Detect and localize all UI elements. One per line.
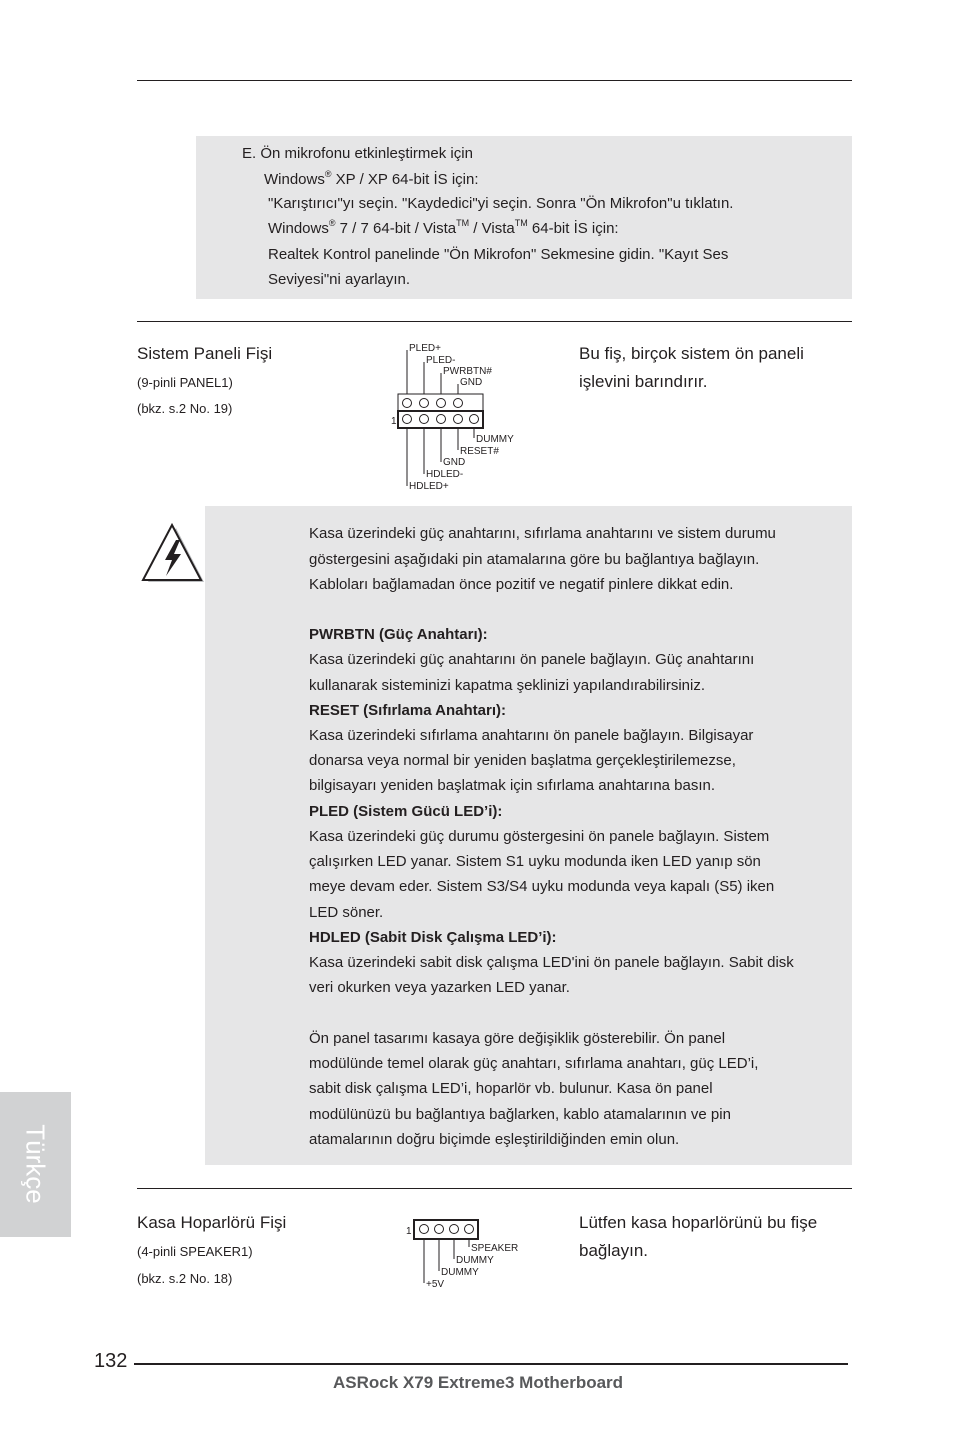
warning-text-line: Kabloları bağlamadan önce pozitif ve negatif pinlere dikkat edin. [309, 576, 734, 593]
hdled-text-line: veri okurken veya yazarken LED yanar. [309, 979, 570, 996]
mic-line-4: Windows® 7 / 7 64-bit / Vista™ / Vista™ 64-bit İS için: [268, 218, 619, 237]
speaker-subtitle: (4-pinli SPEAKER1) [137, 1244, 253, 1259]
panel-pin [420, 415, 429, 424]
speaker-description: Lütfen kasa hoparlörünü bu fişe bağlayın. [579, 1213, 818, 1260]
pwrbtn-text-line: Kasa üzerindeki güç anahtarını ön panele bağlayın. Güç anahtarını [309, 651, 755, 668]
top-rule [137, 80, 852, 81]
mic-line-6: Seviyesi"ni ayarlayın. [268, 271, 411, 288]
pin-label-hdled-minus: HDLED- [426, 469, 464, 480]
panel-pin [454, 415, 463, 424]
mic-line-3: "Karıştırıcı"yı seçin. "Kaydedici"yi seçin. Sonra "Ön Mikrofon"u tıklatın. [268, 195, 734, 212]
pwrbtn-heading: PWRBTN (Güç Anahtarı): [309, 626, 488, 643]
page-number: 132 [94, 1350, 128, 1372]
hdled-heading: HDLED (Sabit Disk Çalışma LED’i): [309, 929, 557, 946]
speaker-pins [420, 1225, 474, 1234]
footer-rule [134, 1363, 848, 1365]
reset-heading: RESET (Sıfırlama Anahtarı): [309, 702, 506, 719]
panel-pin [403, 399, 412, 408]
pin-label-dummy-2: DUMMY [441, 1267, 479, 1278]
speaker-pin [435, 1225, 444, 1234]
language-tab [0, 1092, 71, 1237]
panel-reference: (bkz. s.2 No. 19) [137, 401, 233, 416]
speaker-pin1-label: 1 [406, 1226, 412, 1237]
panel-pin [437, 399, 446, 408]
pin-label-pled-minus: PLED- [426, 355, 456, 366]
panel-pin [420, 399, 429, 408]
language-tab-label: Türkçe [20, 1124, 51, 1204]
mic-instructions-box [196, 136, 852, 299]
warning-box [205, 506, 852, 1165]
speaker-pin [420, 1225, 429, 1234]
pin-label-reset: RESET# [460, 446, 499, 457]
panel-subtitle: (9-pinli PANEL1) [137, 375, 233, 390]
footer-model: ASRock X79 Extreme3 Motherboard [333, 1373, 624, 1392]
pled-text-line: meye devam eder. Sistem S3/S4 uyku modunda veya kapalı (S5) iken [309, 878, 775, 895]
note-text-line: atamalarının doğru biçimde eşleştirildiğinden emin olun. [309, 1131, 680, 1148]
pin-label-speaker: SPEAKER [471, 1243, 519, 1254]
panel-title: Sistem Paneli Fişi [137, 344, 273, 363]
speaker-rule [137, 1188, 852, 1189]
panel-pin [403, 415, 412, 424]
speaker-reference: (bkz. s.2 No. 18) [137, 1271, 233, 1286]
warning-text-line: göstergesini aşağıdaki pin atamalarına göre bu bağlantıya bağlayın. [309, 551, 760, 568]
pwrbtn-text-line: kullanarak sisteminizi kapatma şeklinizi yapılandırabilirsiniz. [309, 677, 705, 694]
warning-text-line: Kasa üzerindeki güç anahtarını, sıfırlama anahtarını ve sistem durumu [309, 525, 776, 542]
panel-description: Bu fiş, birçok sistem ön paneli işlevini barındırır. [579, 344, 804, 391]
panel-pin [470, 415, 479, 424]
pin-label-pwrbtn: PWRBTN# [443, 366, 492, 377]
speaker-pin [450, 1225, 459, 1234]
reset-text-line: Kasa üzerindeki sıfırlama anahtarını ön panele bağlayın. Bilgisayar [309, 727, 754, 744]
pled-text-line: Kasa üzerindeki güç durumu göstergesini ön panele bağlayın. Sistem [309, 828, 770, 845]
mic-line-5: Realtek Kontrol panelinde "Ön Mikrofon" Sekmesine gidin. "Kayıt Ses [268, 246, 729, 263]
pin-label-gnd-bottom: GND [443, 457, 466, 468]
reset-text-line: bilgisayarı yeniden başlatmak için sıfırlama anahtarına basın. [309, 777, 716, 794]
mic-line-1: E. Ön mikrofonu etkinleştirmek için [242, 145, 473, 162]
pled-text-line: çalışırken LED yanar. Sistem S1 uyku modunda iken LED yanıp sön [309, 853, 761, 870]
panel-rule [137, 321, 852, 322]
note-text-line: modülünde temel olarak güç anahtarı, sıfırlama anahtarı, güç LED’i, [309, 1055, 759, 1072]
speaker-title: Kasa Hoparlörü Fişi [137, 1213, 287, 1232]
pin-label-pled-plus: PLED+ [409, 343, 441, 354]
note-text-line: sabit disk çalışma LED’i, hoparlör vb. bulunur. Kasa ön panel [309, 1080, 713, 1097]
pin-label-dummy: DUMMY [476, 434, 514, 445]
pin-label-hdled-plus: HDLED+ [409, 481, 449, 492]
panel-pin-diagram [390, 338, 520, 492]
speaker-pin-diagram [404, 1214, 520, 1290]
panel-pin1-label: 1 [391, 416, 397, 427]
pled-text-line: LED söner. [309, 904, 384, 921]
speaker-pin [465, 1225, 474, 1234]
note-text-line: Ön panel tasarımı kasaya göre değişiklik gösterebilir. Ön panel [309, 1030, 726, 1047]
warning-icon [140, 522, 206, 586]
pled-heading: PLED (Sistem Gücü LED’i): [309, 803, 503, 820]
pin-label-gnd-top: GND [460, 377, 483, 388]
panel-pin [454, 399, 463, 408]
panel-header-bar [398, 411, 483, 428]
pin-label-5v: +5V [426, 1279, 445, 1290]
panel-pin [437, 415, 446, 424]
note-text-line: modülünüzü bu bağlantıya bağlarken, kablo atamalarının ve pin [309, 1106, 731, 1123]
pin-label-dummy-1: DUMMY [456, 1255, 494, 1266]
speaker-header-outline [414, 1220, 478, 1239]
reset-text-line: donarsa veya normal bir yeniden başlatma gerçekleştirilemezse, [309, 752, 736, 769]
hdled-text-line: Kasa üzerindeki sabit disk çalışma LED'ini ön panele bağlayın. Sabit disk [309, 954, 794, 971]
mic-line-2: Windows® XP / XP 64-bit İS için: [264, 169, 479, 188]
